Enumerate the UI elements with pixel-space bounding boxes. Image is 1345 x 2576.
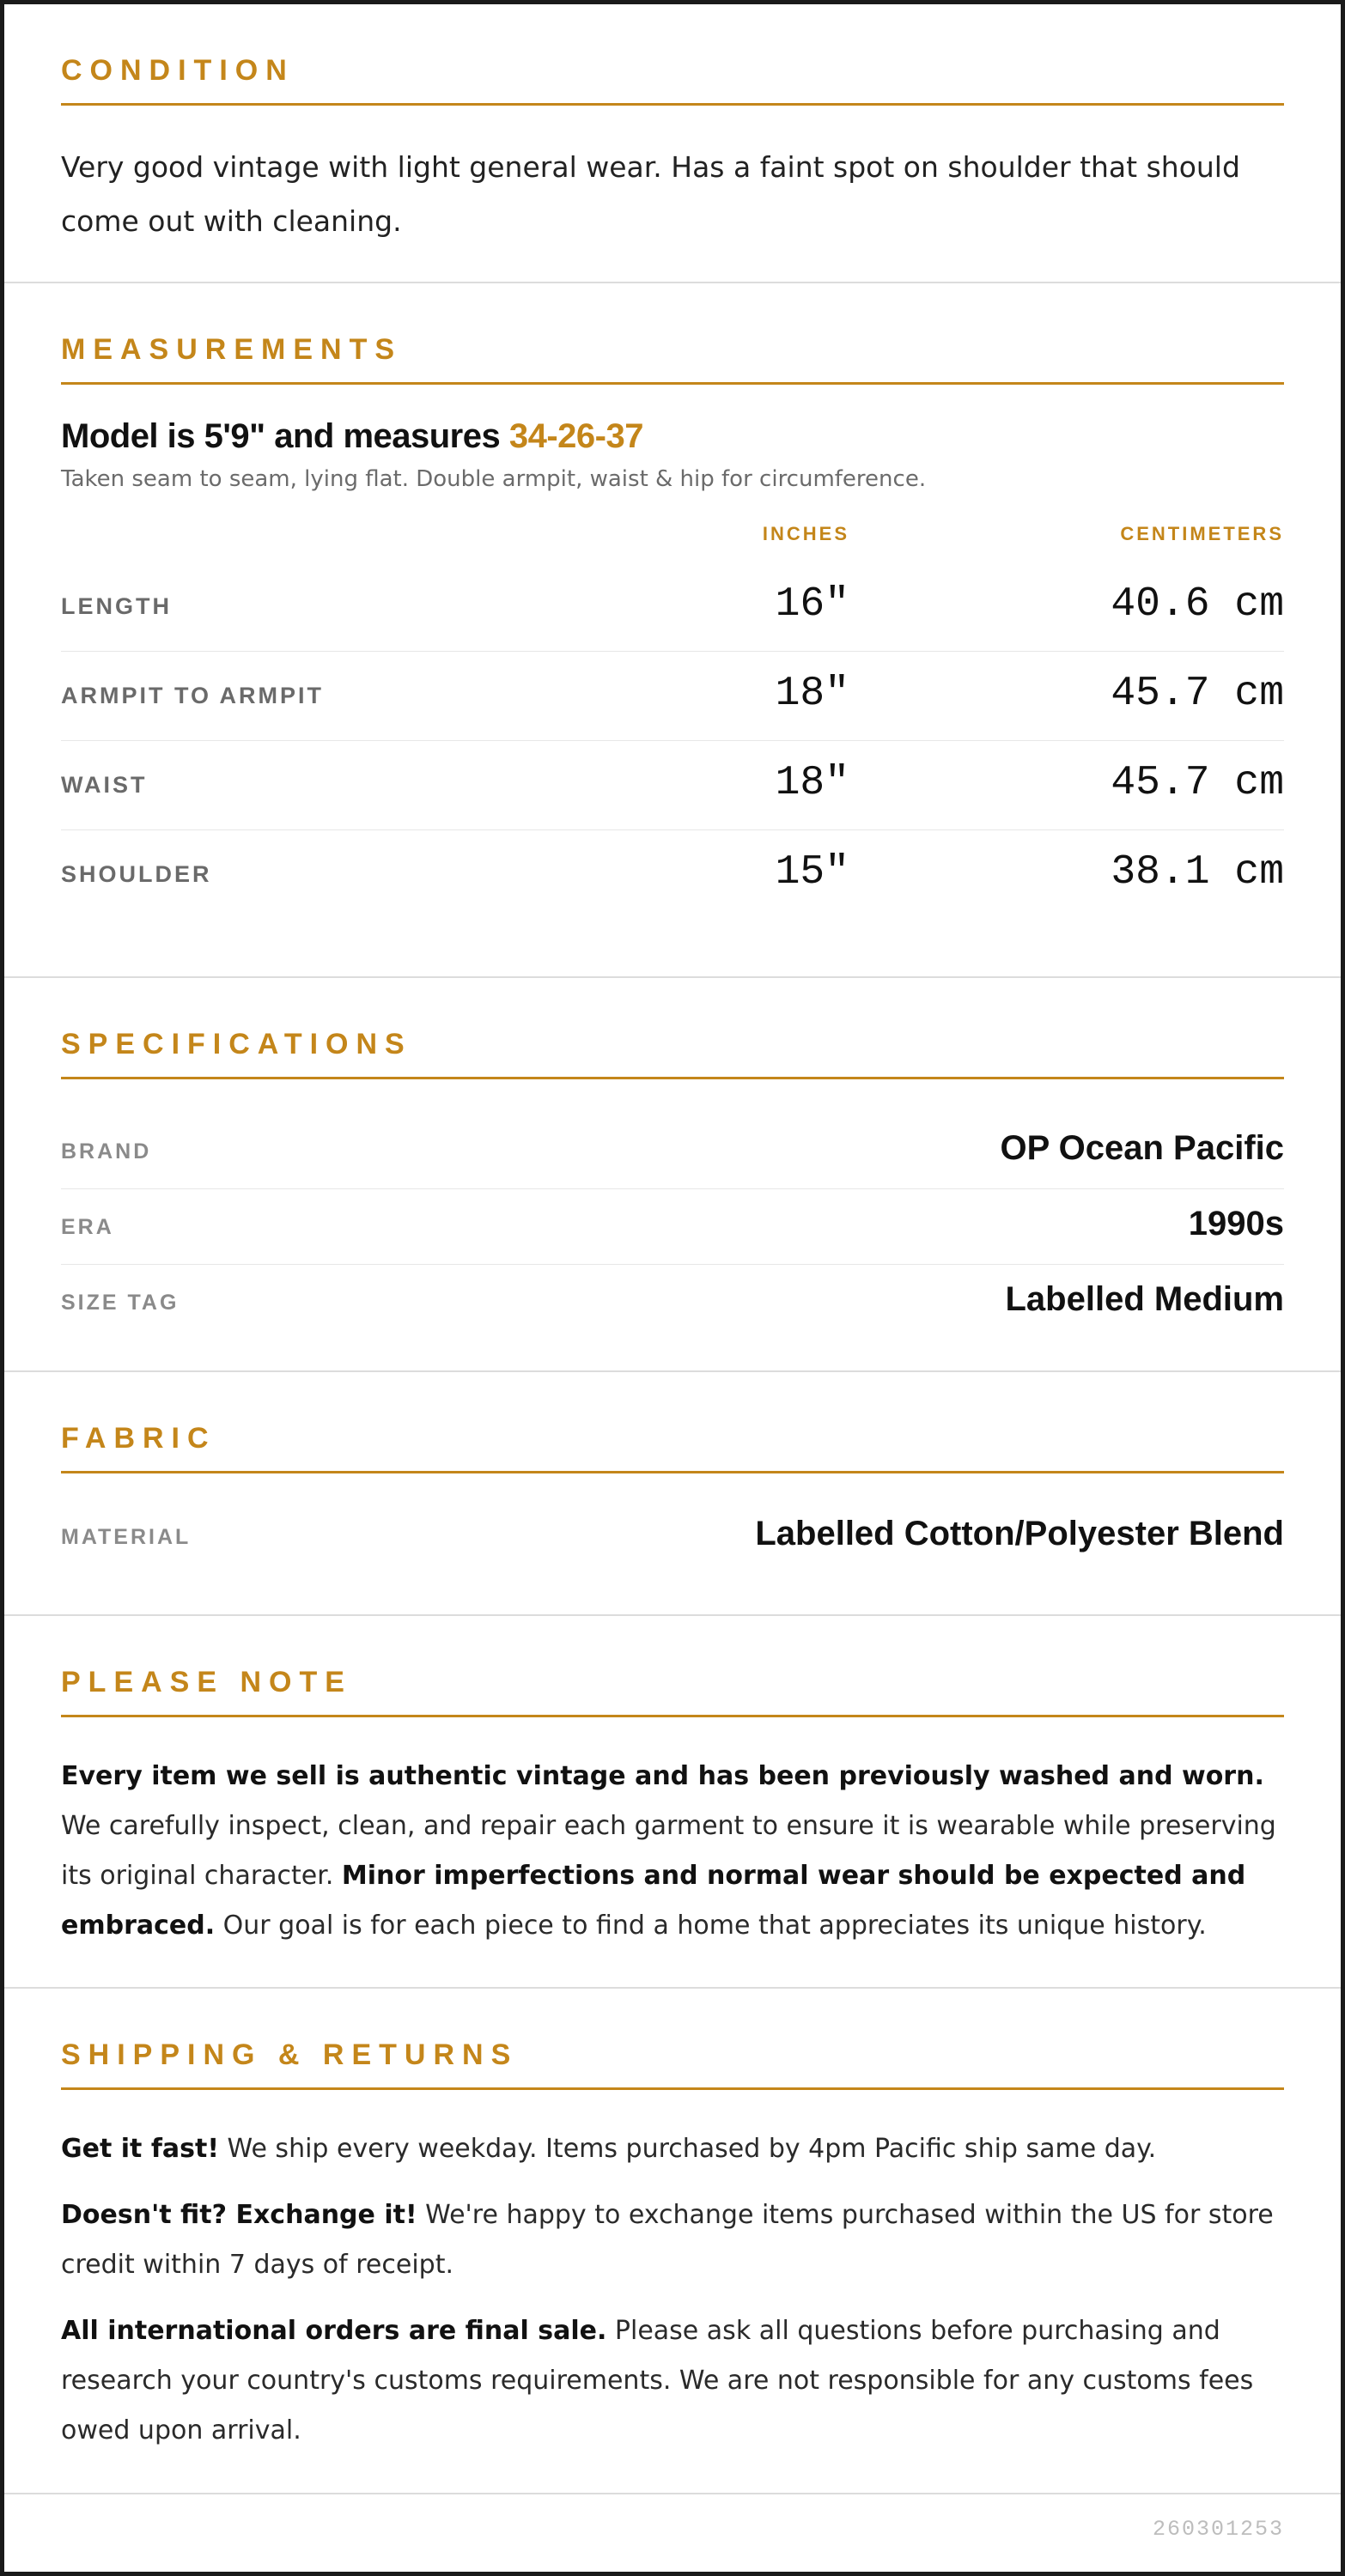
measurement-label: LENGTH: [61, 593, 172, 619]
spec-label: MATERIAL: [61, 1525, 192, 1549]
measurements-section: [4, 283, 1341, 978]
spec-row-brand: [61, 1114, 1284, 1189]
measurements-heading: MEASUREMENTS: [61, 333, 1284, 385]
international-text: Please ask all questions before purchasing and research your country's customs requirements. We are not responsible for any customs fees owed upon arrival.: [61, 2316, 1254, 2445]
centimeters-column-header: CENTIMETERS: [1120, 523, 1284, 544]
model-measures: 34-26-37: [508, 417, 643, 455]
please-note-text: [61, 1752, 1284, 1951]
exchange-text: We're happy to exchange items purchased within the US for store credit within 7 days of receipt.: [61, 2200, 1274, 2280]
exchange-paragraph: [61, 2190, 1284, 2290]
measurement-row-shoulder: [61, 830, 1284, 920]
spec-label: ERA: [61, 1215, 114, 1239]
international-bold: All international orders are final sale.: [61, 2316, 607, 2346]
spec-value: Labelled Medium: [1005, 1280, 1284, 1318]
measurement-row-armpit: [61, 652, 1284, 741]
shipping-bold: Get it fast!: [61, 2134, 219, 2164]
note-text-1: We carefully inspect, clean, and repair each garment to ensure it is wearable while preserving its original character.: [61, 1811, 1276, 1891]
shipping-returns-section: [4, 1989, 1341, 2494]
measurement-cm: 45.7 cm: [1111, 671, 1284, 717]
measurement-label: WAIST: [61, 772, 148, 798]
spec-row-era: [61, 1189, 1284, 1265]
measurement-cm: 45.7 cm: [1111, 760, 1284, 806]
spec-row-size-tag: [61, 1265, 1284, 1340]
shipping-heading: SHIPPING & RETURNS: [61, 2038, 1284, 2090]
measurement-cm: 38.1 cm: [1111, 849, 1284, 896]
specifications-section: [4, 978, 1341, 1372]
exchange-bold: Doesn't fit? Exchange it!: [61, 2200, 417, 2230]
measurement-column-headers: [61, 511, 1284, 562]
measurement-inches: 18": [775, 760, 849, 806]
fabric-section: [4, 1372, 1341, 1616]
model-info-prefix: Model is 5'9" and measures: [61, 417, 509, 455]
note-bold-1: Every item we sell is authentic vintage and has been previously washed and worn.: [61, 1761, 1264, 1791]
international-paragraph: [61, 2306, 1284, 2456]
spec-value: Labelled Cotton/Polyester Blend: [755, 1515, 1284, 1552]
spec-label: BRAND: [61, 1139, 152, 1163]
measurement-inches: 18": [775, 671, 849, 717]
item-code: 260301253: [1152, 2517, 1284, 2542]
shipping-paragraph: [61, 2124, 1284, 2174]
note-bold-2: Minor imperfections and normal wear should be expected and embraced.: [61, 1861, 1246, 1941]
note-text-2: Our goal is for each piece to find a home that appreciates its unique history.: [215, 1911, 1207, 1941]
spec-value: 1990s: [1188, 1205, 1284, 1242]
spec-label: SIZE TAG: [61, 1291, 180, 1315]
fabric-heading: FABRIC: [61, 1422, 1284, 1473]
measurement-inches: 15": [775, 849, 849, 896]
inches-column-header: INCHES: [762, 523, 849, 544]
please-note-section: [4, 1616, 1341, 1989]
measurement-label: SHOULDER: [61, 861, 212, 887]
spec-row-material: [61, 1499, 1284, 1575]
shipping-text: We ship every weekday. Items purchased by 4pm Pacific ship same day.: [219, 2134, 1157, 2164]
measurement-note: Taken seam to seam, lying flat. Double armpit, waist & hip for circumference.: [61, 466, 927, 492]
footer: [4, 2494, 1341, 2576]
please-note-heading: PLEASE NOTE: [61, 1666, 1284, 1717]
measurement-row-length: [61, 562, 1284, 652]
spec-value: OP Ocean Pacific: [1000, 1129, 1284, 1167]
condition-heading: CONDITION: [61, 54, 1284, 106]
model-info: [61, 417, 1284, 456]
condition-text: Very good vintage with light general wear. Has a faint spot on shoulder that should come out with cleaning.: [61, 150, 1240, 238]
measurement-inches: 16": [775, 581, 849, 628]
measurement-label: ARMPIT TO ARMPIT: [61, 683, 324, 708]
measurement-cm: 40.6 cm: [1111, 581, 1284, 628]
condition-section: [4, 4, 1341, 283]
measurement-row-waist: [61, 741, 1284, 830]
measurement-table: [61, 562, 1284, 920]
specifications-heading: SPECIFICATIONS: [61, 1028, 1284, 1079]
